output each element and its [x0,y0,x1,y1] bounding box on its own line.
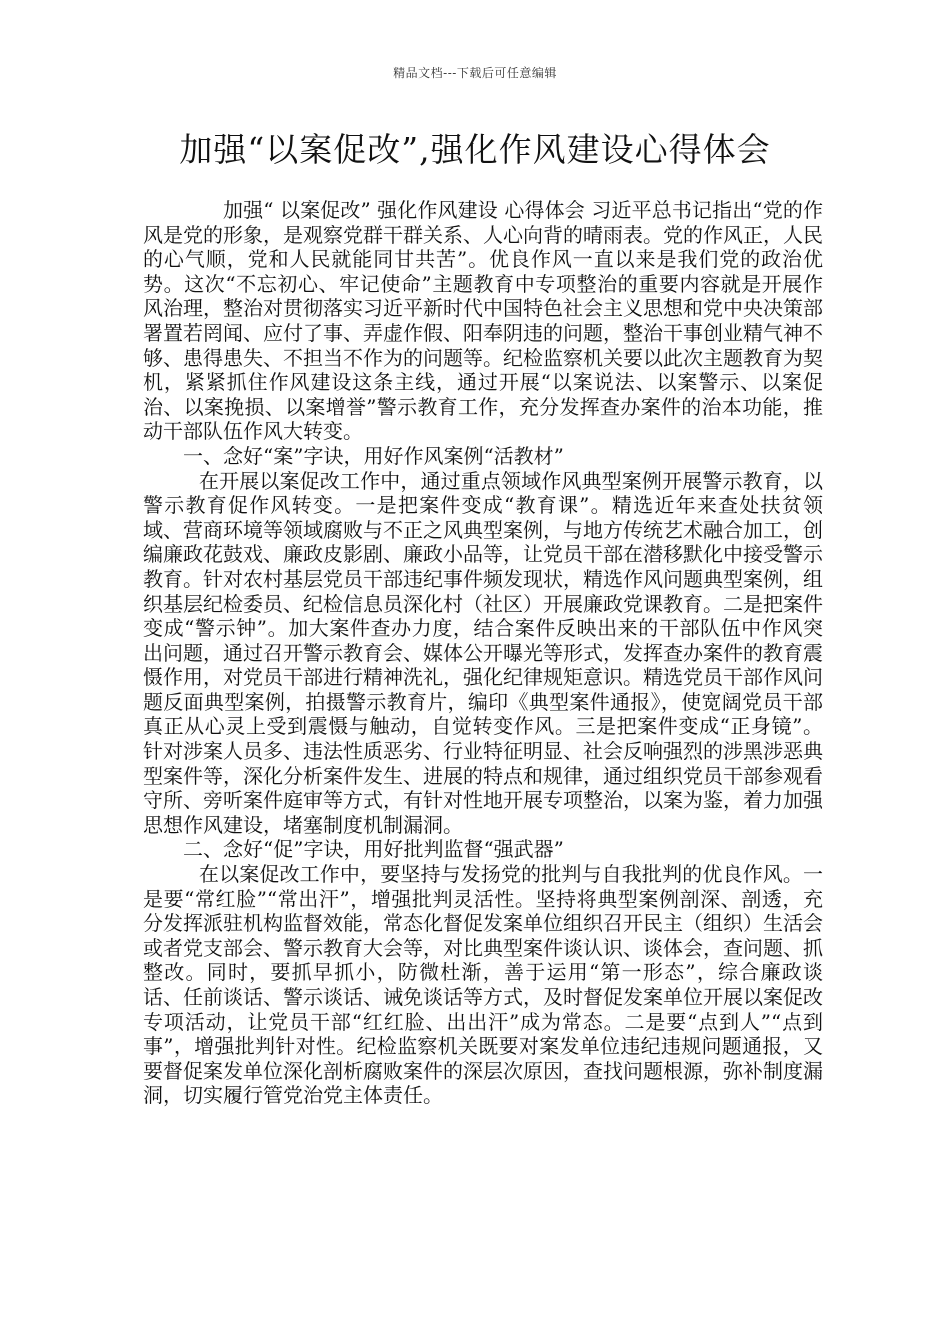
document-title: 加强“以案促改”,强化作风建设心得体会 [179,130,771,169]
section-heading-2: 二、念好“促”字诀，用好批判监督“强武器” [183,837,564,862]
document-body [143,198,823,1108]
intro-paragraph: 加强“ 以案促改” 强化作风建设 心得体会 习近平总书记指出“党的作风是党的形象，是观察党群干群关系、人心向背的晴雨表。党的作风正，人民的心气顺，党和人民就能同甘共苦”。优良作风一直以来是我们党的政治优势。这次“不忘初心、牢记使命”主题教育中专项整治的重要内容就是开展作风治理，整治对贯彻落实习近平新时代中国特色社会主义思想和党中央决策部署置若罔闻、应付了事、弄虚作假、阳奉阴违的问题，整治干事创业精气神不够、患得患失、不担当不作为的问题等。纪检监察机关要以此次主题教育为契机，紧紧抓住作风建设这条主线，通过开展“以案说法、以案警示、以案促治、以案挽损、以案增誉”警示教育工作，充分发挥查办案件的治本功能，推动干部队伍作风大转变。 [143,198,823,444]
section-heading-1: 一、念好“案”字诀，用好作风案例“活教材” [183,443,564,468]
page-header-note: 精品文档---下载后可任意编辑 [393,66,557,80]
section-paragraph-1: 在开展以案促改工作中，通过重点领域作风典型案例开展警示教育，以警示教育促作风转变。一是把案件变成“教育课”。精选近年来查处扶贫领域、营商环境等领域腐败与不正之风典型案例，与地方传统艺术融合加工，创编廉政花鼓戏、廉政皮影剧、廉政小品等，让党员干部在潜移默化中接受警示教育。针对农村基层党员干部违纪事件频发现状，精选作风问题典型案例，组织基层纪检委员、纪检信息员深化村（社区）开展廉政党课教育。二是把案件变成“警示钟”。加大案件查办力度，结合案件反映出来的干部队伍中作风突出问题，通过召开警示教育会、媒体公开曝光等形式，发挥查办案件的教育震慑作用，对党员干部进行精神洗礼，强化纪律规矩意识。精选党员干部作风问题反面典型案例，拍摄警示教育片，编印《典型案件通报》，使宽阔党员干部真正从心灵上受到震慑与触动，自觉转变作风。三是把案件变成“正身镜”。针对涉案人员多、违法性质恶劣、行业特征明显、社会反响强烈的涉黑涉恶典型案件等，深化分析案件发生、进展的特点和规律，通过组织党员干部参观看守所、旁听案件庭审等方式，有针对性地开展专项整治，以案为鉴，着力加强思想作风建设，堵塞制度机制漏洞。 [143,468,823,837]
section-paragraph-2: 在以案促改工作中，要坚持与发扬党的批判与自我批判的优良作风。一是要“常红脸”“常出汗”，增强批判灵活性。坚持将典型案例剖深、剖透，充分发挥派驻机构监督效能，常态化督促发案单位组织召开民主（组织）生活会或者党支部会、警示教育大会等，对比典型案件谈认识、谈体会，查问题、抓整改。同时，要抓早抓小，防微杜渐，善于运用“第一形态”，综合廉政谈话、任前谈话、警示谈话、诫免谈话等方式，及时督促发案单位开展以案促改专项活动，让党员干部“红红脸、出出汗”成为常态。二是要“点到人”“点到事”，增强批判针对性。纪检监察机关既要对案发单位违纪违规问题通报，又要督促案发单位深化剖析腐败案件的深层次原因，查找问题根源，弥补制度漏洞，切实履行管党治党主体责任。 [143,862,823,1108]
